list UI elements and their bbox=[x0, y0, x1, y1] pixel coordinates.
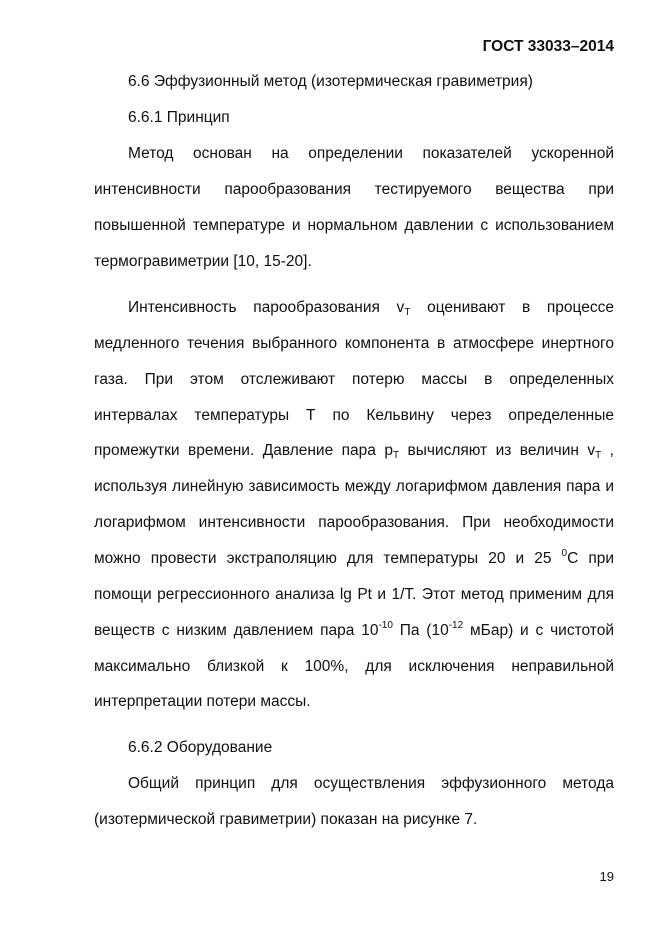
paragraph-line: (изотермической гравиметрии) показан на рисунке 7. bbox=[94, 811, 478, 828]
principle-heading: 6.6.1 Принцип bbox=[128, 109, 230, 126]
paragraph-line: Общий принцип для осуществления эффузионного метода bbox=[128, 775, 614, 792]
paragraph-line: используя линейную зависимость между логарифмом давления пара и bbox=[94, 478, 614, 495]
paragraph-line: промежутки времени. Давление пара $p_T$ вычисляют из величин $v_T$ , bbox=[94, 442, 614, 461]
paragraph-line: максимально близкой к 100%, для исключения неправильной bbox=[94, 658, 614, 675]
paragraph-line: медленного течения выбранного компонента в атмосфере инертного bbox=[94, 335, 614, 352]
paragraph-line: можно провести экстраполяцию для температуры 20 и 25 $^0$С при bbox=[94, 548, 615, 567]
section-heading: 6.6 Эффузионный метод (изотермическая гравиметрия) bbox=[128, 73, 533, 90]
paragraph-line: веществ с низким давлением пара $10^{-10}$ Па ($10^{-12}$ мБар) и с чистотой bbox=[94, 620, 614, 639]
paragraph-line: интервалах температуры Т по Кельвину через определенные bbox=[94, 407, 614, 424]
page-number: 19 bbox=[599, 869, 614, 884]
equipment-heading: 6.6.2 Оборудование bbox=[128, 739, 273, 756]
paragraph-line: интенсивности парообразования тестируемого вещества при bbox=[94, 181, 614, 198]
paragraph-line: газа. При этом отслеживают потерю массы в определенных bbox=[94, 371, 614, 388]
document-header: ГОСТ 33033–2014 bbox=[482, 38, 614, 55]
paragraph-line: термогравиметрии [10, 15-20]. bbox=[94, 253, 312, 270]
paragraph-line: Метод основан на определении показателей ускоренной bbox=[128, 145, 614, 162]
paragraph-line: повышенной температуре и нормальном давлении с использованием bbox=[94, 217, 614, 234]
paragraph-line: Интенсивность парообразования $v_T$ оценивают в процессе bbox=[128, 299, 614, 318]
paragraph-line: помощи регрессионного анализа lg Pt и 1/T. Этот метод применим для bbox=[94, 586, 614, 603]
paragraph-line: логарифмом интенсивности парообразования. При необходимости bbox=[94, 514, 614, 531]
paragraph-line: интерпретации потери массы. bbox=[94, 693, 311, 710]
